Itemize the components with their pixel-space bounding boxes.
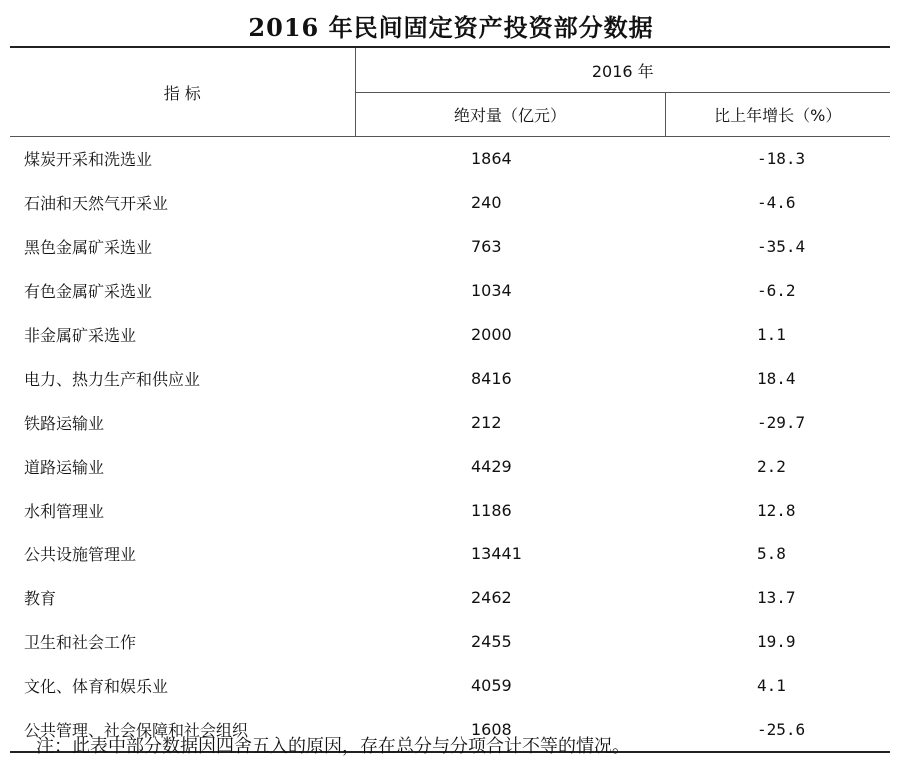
row-value-cell: 1034 xyxy=(471,281,512,301)
row-growth-cell: -35.4 xyxy=(757,237,806,257)
row-value-cell: 240 xyxy=(471,193,502,213)
row-name-cell: 卫生和社会工作 xyxy=(24,633,137,653)
row-name-cell: 道路运输业 xyxy=(24,457,105,477)
row-name-cell: 文化、体育和娱乐业 xyxy=(24,677,169,697)
row-value-cell: 763 xyxy=(471,237,502,257)
row-growth-cell: 13.7 xyxy=(757,588,796,608)
table-row xyxy=(10,620,890,664)
row-name-cell: 公共设施管理业 xyxy=(24,545,137,565)
table-row xyxy=(10,225,890,269)
row-growth-cell: 5.8 xyxy=(757,544,786,564)
row-value-cell: 212 xyxy=(471,412,502,432)
table-row xyxy=(10,181,890,225)
row-value-cell: 4059 xyxy=(471,676,512,696)
header-growth: 比上年增长（%） xyxy=(665,93,890,137)
row-growth-cell: -18.3 xyxy=(757,149,806,169)
header-metric: 指 标 xyxy=(10,47,355,137)
row-value-cell: 8416 xyxy=(471,368,512,388)
row-name-cell: 煤炭开采和洗选业 xyxy=(24,150,153,170)
row-value-cell: 1864 xyxy=(471,149,512,169)
row-growth-cell: 1.1 xyxy=(757,325,786,344)
table-row xyxy=(10,444,890,488)
row-name-cell: 电力、热力生产和供应业 xyxy=(24,369,201,389)
row-growth-cell: 2.2 xyxy=(757,456,786,476)
row-value-cell: 2000 xyxy=(471,325,512,344)
table-row xyxy=(10,313,890,357)
table-row xyxy=(10,664,890,708)
row-name-cell: 石油和天然气开采业 xyxy=(24,194,169,214)
row-growth-cell: -29.7 xyxy=(757,412,806,432)
row-name-cell: 教育 xyxy=(24,589,57,609)
row-value-cell: 4429 xyxy=(471,456,512,476)
table-body xyxy=(10,137,890,753)
row-name-cell: 非金属矿采选业 xyxy=(24,326,137,345)
row-growth-cell: -6.2 xyxy=(757,281,796,301)
table-row xyxy=(10,400,890,444)
page-title: 2016 年民间固定资产投资部分数据 xyxy=(248,13,654,42)
row-growth-cell: 18.4 xyxy=(757,368,796,388)
table-row xyxy=(10,532,890,576)
header-year: 2016 年 xyxy=(355,47,890,93)
table-row xyxy=(10,576,890,620)
row-value-cell: 2455 xyxy=(471,632,512,652)
row-growth-cell: 12.8 xyxy=(757,500,796,520)
row-name-cell: 铁路运输业 xyxy=(24,413,105,433)
row-value-cell: 13441 xyxy=(471,544,522,564)
row-name-cell: 有色金属矿采选业 xyxy=(24,282,153,302)
row-value-cell: 1186 xyxy=(471,500,512,520)
row-growth-cell: 4.1 xyxy=(757,676,786,696)
row-value-cell: 2462 xyxy=(471,588,512,608)
table-row xyxy=(10,488,890,532)
row-growth-cell: -25.6 xyxy=(757,720,806,740)
table-row xyxy=(10,137,890,181)
row-name-cell: 水利管理业 xyxy=(24,501,105,521)
row-value-cell: 1608 xyxy=(471,720,512,740)
row-growth-cell: 19.9 xyxy=(757,632,796,652)
row-name-cell: 黑色金属矿采选业 xyxy=(24,238,153,258)
footnote: 注：此表中部分数据因四舍五入的原因，存在总分与分项合计不等的情况。 xyxy=(36,736,630,757)
data-table xyxy=(10,46,890,753)
row-name-cell: 公共管理、社会保障和社会组织 xyxy=(24,721,249,741)
row-growth-cell: -4.6 xyxy=(757,193,796,213)
table-row xyxy=(10,269,890,313)
header-absolute: 绝对量（亿元） xyxy=(355,93,665,137)
table-row xyxy=(10,356,890,400)
